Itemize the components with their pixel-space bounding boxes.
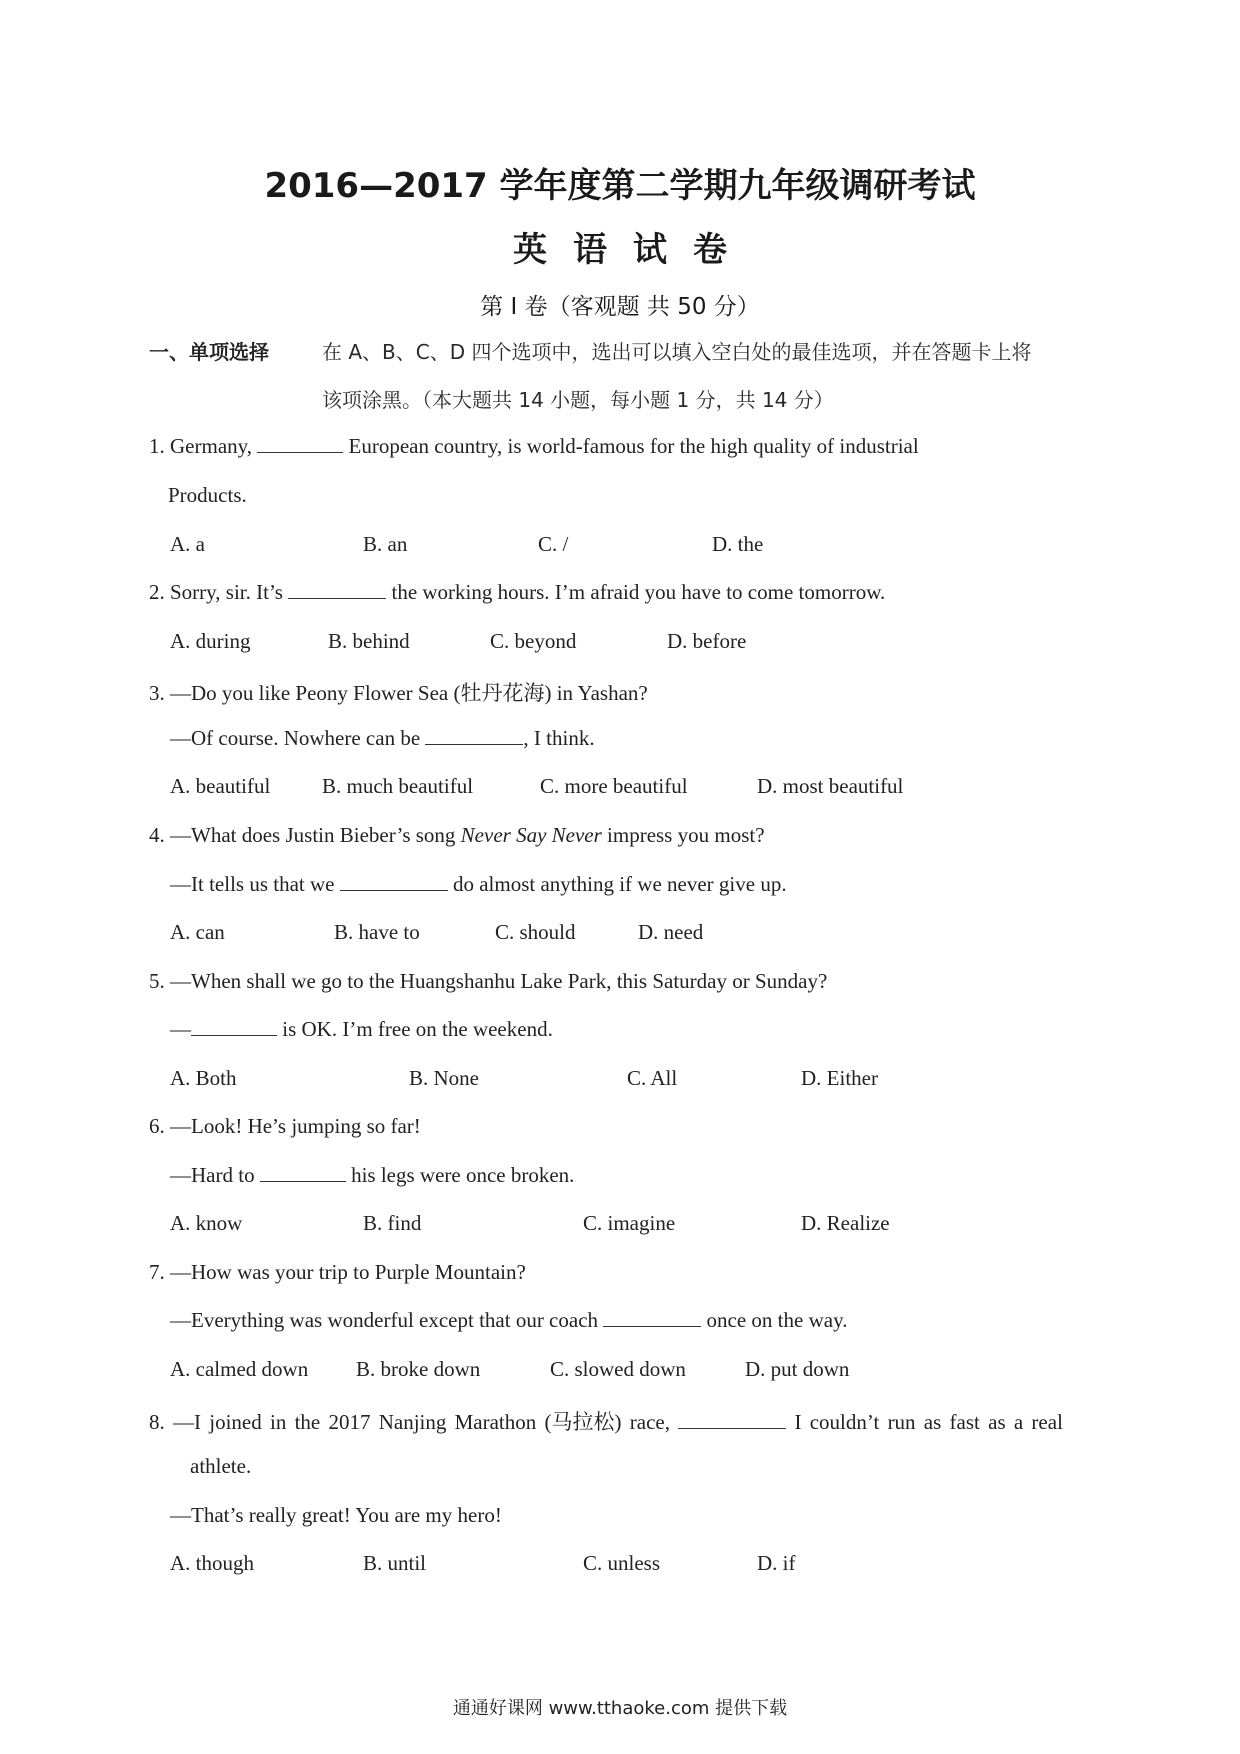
option-c: C. slowed down [550,1357,686,1381]
option-a: A. calmed down [170,1357,309,1381]
section-instruction-line2: 该项涂黑。（本大题共 14 小题，每小题 1 分，共 14 分） [322,388,834,412]
exam-subtitle: 英语试卷 [513,230,753,270]
question-1-line2: Products. [168,483,247,507]
option-a: A. Both [170,1066,237,1090]
option-c: C. more beautiful [540,774,688,798]
option-d: D. before [667,629,747,653]
question-number: 2. [149,580,165,604]
option-b: B. None [409,1066,479,1090]
option-c: C. imagine [583,1211,676,1235]
option-a: A. though [170,1551,254,1575]
option-b: B. have to [334,920,420,944]
answer-blank [191,1017,277,1036]
section-instruction-line1: 在 A、B、C、D 四个选项中，选出可以填入空白处的最佳选项，并在答题卡上将 [322,340,1032,364]
question-4 [149,823,765,848]
question-4-line2 [170,872,787,897]
question-text: is OK. I’m free on the weekend. [282,1017,553,1041]
option-d: D. need [638,920,704,944]
footer-watermark: 通通好课网 www.tthaoke.com 提供下载 [452,1698,788,1719]
option-c: C. All [627,1066,678,1090]
question-number: 1. [149,434,165,458]
question-text: European country, is world-famous for the high quality of industrial [348,434,919,458]
option-c: C. unless [583,1551,661,1575]
answer-blank [288,580,386,599]
option-b: B. much beautiful [322,774,474,798]
question-number: 4. [149,823,165,847]
question-text: —Hard to [170,1163,255,1187]
question-1 [149,434,919,459]
option-c: C. should [495,920,576,944]
option-b: B. until [363,1551,427,1575]
question-text: do almost anything if we never give up. [452,872,787,896]
exam-title: 2016—2017 学年度第二学期九年级调研考试 [264,166,976,206]
question-5 [149,969,827,994]
option-a: A. can [170,920,225,944]
option-d: D. if [757,1551,796,1575]
option-b: B. behind [328,629,410,653]
question-3 [149,677,648,707]
song-title: Never Say Never [460,823,602,847]
option-a: A. beautiful [170,774,271,798]
option-d: D. most beautiful [757,774,904,798]
option-a: A. know [170,1211,243,1235]
question-text: once on the way. [706,1308,848,1332]
question-6 [149,1114,421,1139]
option-c: C. / [538,532,569,556]
option-a: A. during [170,629,251,653]
question-7-line2 [170,1308,847,1333]
question-8 [149,1406,1063,1436]
option-b: B. broke down [356,1357,481,1381]
question-text: I couldn’t run as fast as a real [794,1410,1063,1434]
answer-blank [425,726,523,745]
option-a: A. a [170,532,205,556]
question-number: 5. [149,969,165,993]
question-5-line2 [170,1017,553,1042]
question-text: — [170,1017,191,1041]
answer-blank [340,872,448,891]
question-number: 3. [149,681,165,705]
question-text: Germany, [170,434,253,458]
question-8-line2: athlete. [190,1454,252,1478]
question-text: his legs were once broken. [351,1163,575,1187]
question-number: 8. [149,1410,165,1434]
question-text: —What does Justin Bieber’s song [170,823,456,847]
answer-blank [257,434,343,453]
option-d: D. the [712,532,764,556]
question-2 [149,580,885,605]
question-text: —Of course. Nowhere can be [170,726,421,750]
question-7 [149,1260,526,1285]
option-d: D. Either [801,1066,878,1090]
question-6-line2 [170,1163,574,1188]
question-text: Sorry, sir. It’s [170,580,283,604]
question-text: —I joined in the 2017 Nanjing Marathon (马拉松) race, [173,1410,670,1434]
question-text: the working hours. I’m afraid you have to come tomorrow. [391,580,886,604]
option-b: B. find [363,1211,422,1235]
question-3-line2 [170,726,595,751]
question-text: —How was your trip to Purple Mountain? [170,1260,526,1284]
question-number: 7. [149,1260,165,1284]
question-text: —When shall we go to the Huangshanhu Lake Park, this Saturday or Sunday? [170,969,828,993]
question-number: 6. [149,1114,165,1138]
section-heading: 一、单项选择 [149,340,269,364]
answer-blank [260,1163,346,1182]
question-text: , I think. [523,726,595,750]
question-text: —Look! He’s jumping so far! [170,1114,421,1138]
question-text: —Everything was wonderful except that our coach [170,1308,599,1332]
option-d: D. Realize [801,1211,890,1235]
option-b: B. an [363,532,408,556]
question-text: —Do you like Peony Flower Sea (牡丹花海) in Yashan? [170,681,648,705]
option-d: D. put down [745,1357,850,1381]
question-text: impress you most? [607,823,765,847]
answer-blank [678,1410,786,1429]
question-8-line3: —That’s really great! You are my hero! [170,1503,502,1527]
question-text: —It tells us that we [170,872,335,896]
volume-label: 第 I 卷（客观题 共 50 分） [480,294,760,320]
answer-blank [603,1308,701,1327]
option-c: C. beyond [490,629,577,653]
